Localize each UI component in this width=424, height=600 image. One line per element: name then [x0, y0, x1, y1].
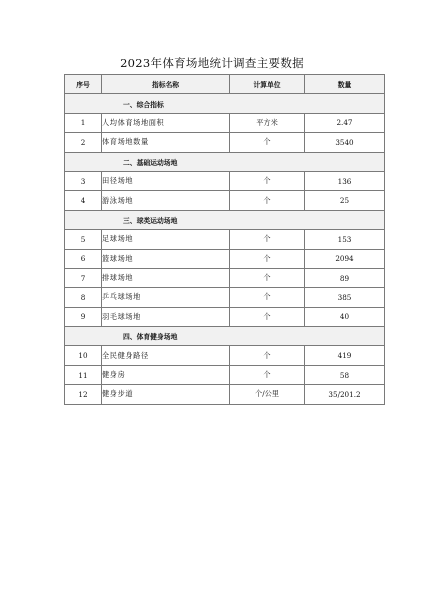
row-unit: 个 — [230, 249, 305, 268]
row-indicator: 羽毛球场地 — [102, 307, 230, 326]
row-indicator: 人均体育场地面积 — [102, 113, 230, 132]
row-unit: 个 — [230, 230, 305, 249]
row-indicator: 健身步道 — [102, 385, 230, 404]
row-value: 35/201.2 — [305, 385, 385, 404]
row-index: 6 — [65, 249, 102, 268]
section-row — [65, 327, 385, 346]
row-value: 3540 — [305, 133, 385, 152]
section-heading: 四、体育健身场地 — [65, 327, 385, 346]
row-index: 11 — [65, 365, 102, 384]
header-indicator: 指标名称 — [102, 75, 230, 94]
row-index: 12 — [65, 385, 102, 404]
row-value: 136 — [305, 171, 385, 190]
header-unit: 计算单位 — [230, 75, 305, 94]
row-unit: 个/公里 — [230, 385, 305, 404]
section-row — [65, 152, 385, 171]
row-unit: 个 — [230, 191, 305, 210]
row-value: 153 — [305, 230, 385, 249]
section-heading: 一、综合指标 — [65, 94, 385, 113]
row-index: 3 — [65, 171, 102, 190]
row-unit: 个 — [230, 171, 305, 190]
row-indicator: 乒乓球场地 — [102, 288, 230, 307]
row-indicator: 篮球场地 — [102, 249, 230, 268]
row-index: 4 — [65, 191, 102, 210]
table-row — [65, 385, 385, 404]
row-unit: 个 — [230, 346, 305, 365]
row-value: 25 — [305, 191, 385, 210]
section-row — [65, 94, 385, 113]
table-row — [65, 171, 385, 190]
row-unit: 个 — [230, 288, 305, 307]
row-unit: 个 — [230, 133, 305, 152]
page-title: 2023年体育场地统计调查主要数据 — [120, 56, 304, 70]
header-row — [65, 75, 385, 94]
table-row — [65, 288, 385, 307]
row-value: 58 — [305, 365, 385, 384]
row-value: 89 — [305, 268, 385, 287]
table-row — [65, 249, 385, 268]
row-indicator: 体育场地数量 — [102, 133, 230, 152]
header-index: 序号 — [65, 75, 102, 94]
table-row — [65, 191, 385, 210]
row-index: 9 — [65, 307, 102, 326]
stats-table — [64, 74, 385, 405]
row-value: 40 — [305, 307, 385, 326]
header-value: 数量 — [305, 75, 385, 94]
row-indicator: 健身房 — [102, 365, 230, 384]
section-heading: 三、球类运动场地 — [65, 210, 385, 229]
table-header — [65, 75, 385, 94]
row-value: 419 — [305, 346, 385, 365]
table-row — [65, 230, 385, 249]
row-index: 1 — [65, 113, 102, 132]
row-value: 2094 — [305, 249, 385, 268]
table-row — [65, 133, 385, 152]
row-index: 5 — [65, 230, 102, 249]
row-value: 385 — [305, 288, 385, 307]
row-unit: 个 — [230, 307, 305, 326]
row-unit: 个 — [230, 365, 305, 384]
row-index: 7 — [65, 268, 102, 287]
row-indicator: 排球场地 — [102, 268, 230, 287]
row-indicator: 游泳场地 — [102, 191, 230, 210]
row-unit: 平方米 — [230, 113, 305, 132]
row-index: 8 — [65, 288, 102, 307]
row-indicator: 足球场地 — [102, 230, 230, 249]
table-row — [65, 268, 385, 287]
row-index: 10 — [65, 346, 102, 365]
row-indicator: 田径场地 — [102, 171, 230, 190]
row-unit: 个 — [230, 268, 305, 287]
table-row — [65, 365, 385, 384]
table-row — [65, 307, 385, 326]
row-indicator: 全民健身路径 — [102, 346, 230, 365]
table-row — [65, 113, 385, 132]
section-row — [65, 210, 385, 229]
row-index: 2 — [65, 133, 102, 152]
row-value: 2.47 — [305, 113, 385, 132]
table-row — [65, 346, 385, 365]
section-heading: 二、基础运动场地 — [65, 152, 385, 171]
table-body — [65, 94, 385, 404]
